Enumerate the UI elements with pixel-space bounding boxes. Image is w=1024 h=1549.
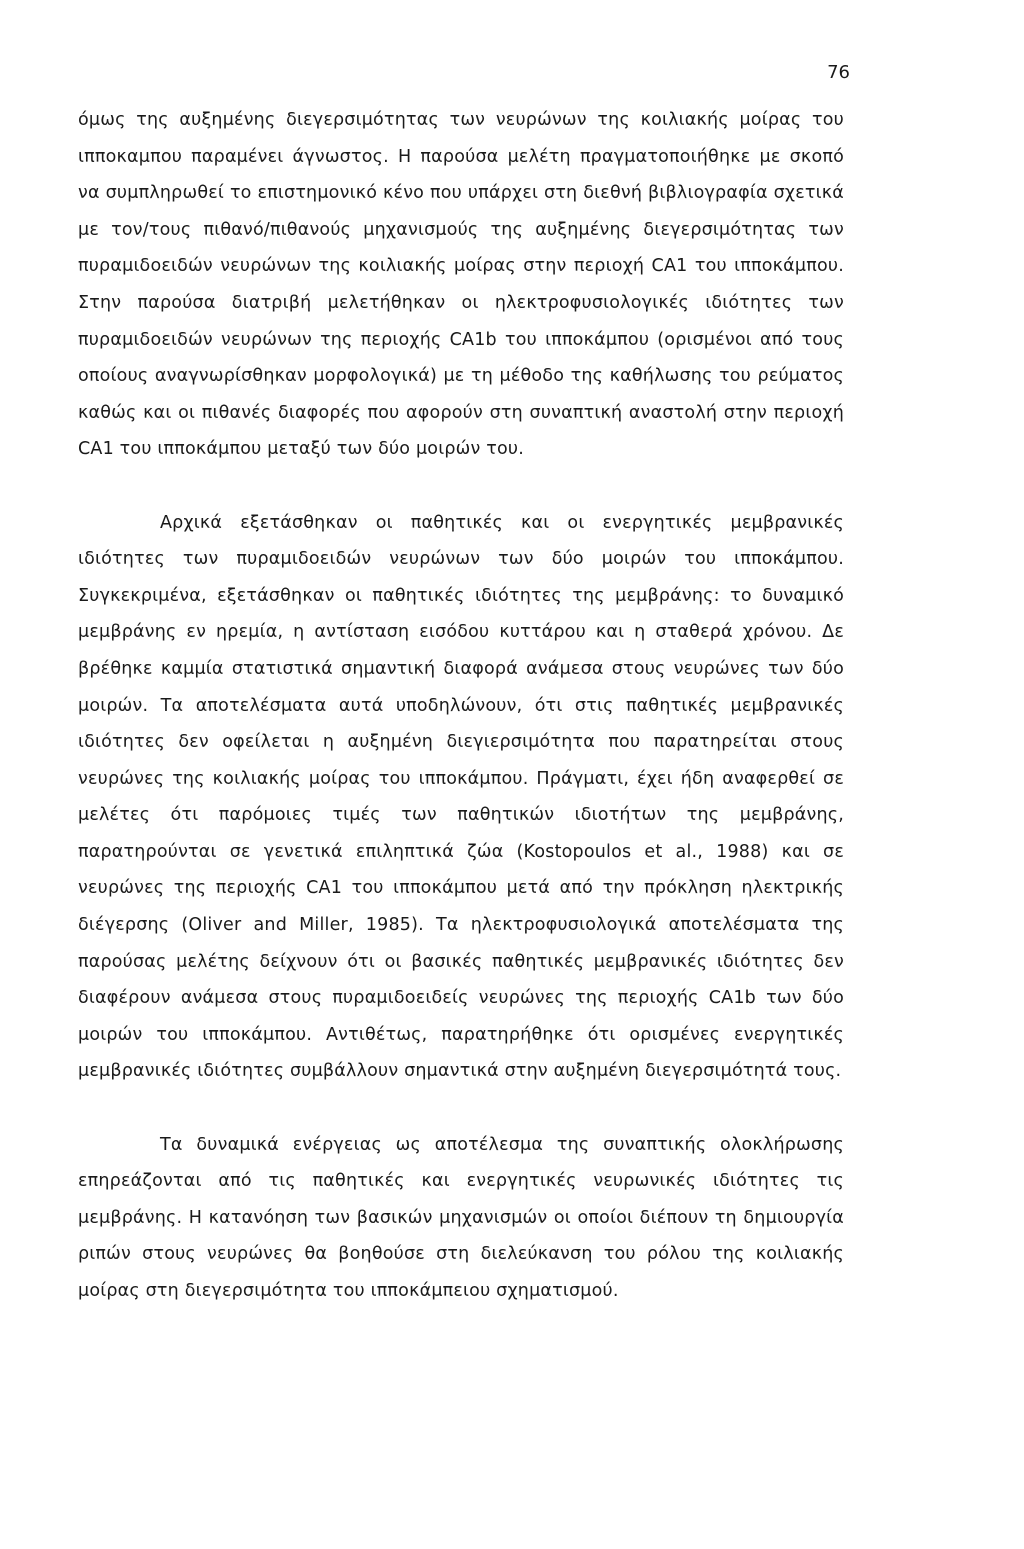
- paragraph-1: όμως της αυξημένης διεγερσιμότητας των νευρώνων της κοιλιακής μοίρας του ιπποκαμπου παραμένει άγνωστος. Η παρούσα μελέτη πραγματοποιήθηκε με σκοπό να συμπληρωθεί το επιστημονικό κένο που υπάρχει στη διεθνή βιβλιογραφία σχετικά με τον/τους πιθανό/πιθανούς μηχανισμούς της αυξημένης διεγερσιμότητας των πυραμιδοειδών νευρώνων της κοιλιακής μοίρας στην περιοχή CA1 του ιπποκάμπου. Στην παρούσα διατριβή μελετήθηκαν οι ηλεκτροφυσιολογικές ιδιότητες των πυραμιδοειδών νευρώνων της περιοχής CA1b του ιπποκάμπου (ορισμένοι από τους οποίους αναγνωρίσθηκαν μορφολογικά) με τη μέθοδο της καθήλωσης του ρεύματος καθώς και οι πιθανές διαφορές που αφορούν στη συναπτική αναστολή στην περιοχή CA1 του ιπποκάμπου μεταξύ των δύο μοιρών του.: [78, 110, 844, 460]
- paragraph-3: Τα δυναμικά ενέργειας ως αποτέλεσμα της συναπτικής ολοκλήρωσης επηρεάζονται από τις παθητικές και ενεργητικές νευρωνικές ιδιότητες τις μεμβράνης. Η κατανόηση των βασικών μηχανισμών οι οποίοι διέπουν τη δημιουργία ριπών στους νευρώνες θα βοηθούσε στη διελεύκανση του ρόλου της κοιλιακής μοίρας στη διεγερσιμότητα του ιπποκάμπειου σχηματισμού.: [78, 1134, 844, 1301]
- paragraph-2: Αρχικά εξετάσθηκαν οι παθητικές και οι ενεργητικές μεμβρανικές ιδιότητες των πυραμιδοειδών νευρώνων των δύο μοιρών του ιπποκάμπου. Συγκεκριμένα, εξετάσθηκαν οι παθητικές ιδιότητες της μεμβράνης: το δυναμικό μεμβράνης εν ηρεμία, η αντίσταση εισόδου κυττάρου και η σταθερά χρόνου. Δε βρέθηκε καμμία στατιστικά σημαντική διαφορά ανάμεσα στους νευρώνες των δύο μοιρών. Τα αποτελέσματα αυτά υποδηλώνουν, ότι στις παθητικές μεμβρανικές ιδιότητες δεν οφείλεται η αυξημένη διεγιερσιμότητα που παρατηρείται στους νευρώνες της κοιλιακής μοίρας του ιπποκάμπου. Πράγματι, έχει ήδη αναφερθεί σε μελέτες ότι παρόμοιες τιμές των παθητικών ιδιοτήτων της μεμβράνης, παρατηρούνται σε γενετικά επιληπτικά ζώα (Kostopoulos et al., 1988) και σε νευρώνες της περιοχής CA1 του ιπποκάμπου μετά από την πρόκληση ηλεκτρικής διέγερσης (Oliver and Miller, 1985). Τα ηλεκτροφυσιολογικά αποτελέσματα της παρούσας μελέτης δείχνουν ότι οι βασικές παθητικές μεμβρανικές ιδιότητες δεν διαφέρουν ανάμεσα στους πυραμιδοειδείς νευρώνες της περιοχής CA1b των δύο μοιρών του ιπποκάμπου. Αντιθέτως, παρατηρήθηκε ότι ορισμένες ενεργητικές μεμβρανικές ιδιότητες συμβάλλουν σημαντικά στην αυξημένη διεγερσιμότητά τους.: [78, 512, 844, 1082]
- body-text: [78, 102, 844, 1310]
- page-number: 76: [827, 62, 850, 83]
